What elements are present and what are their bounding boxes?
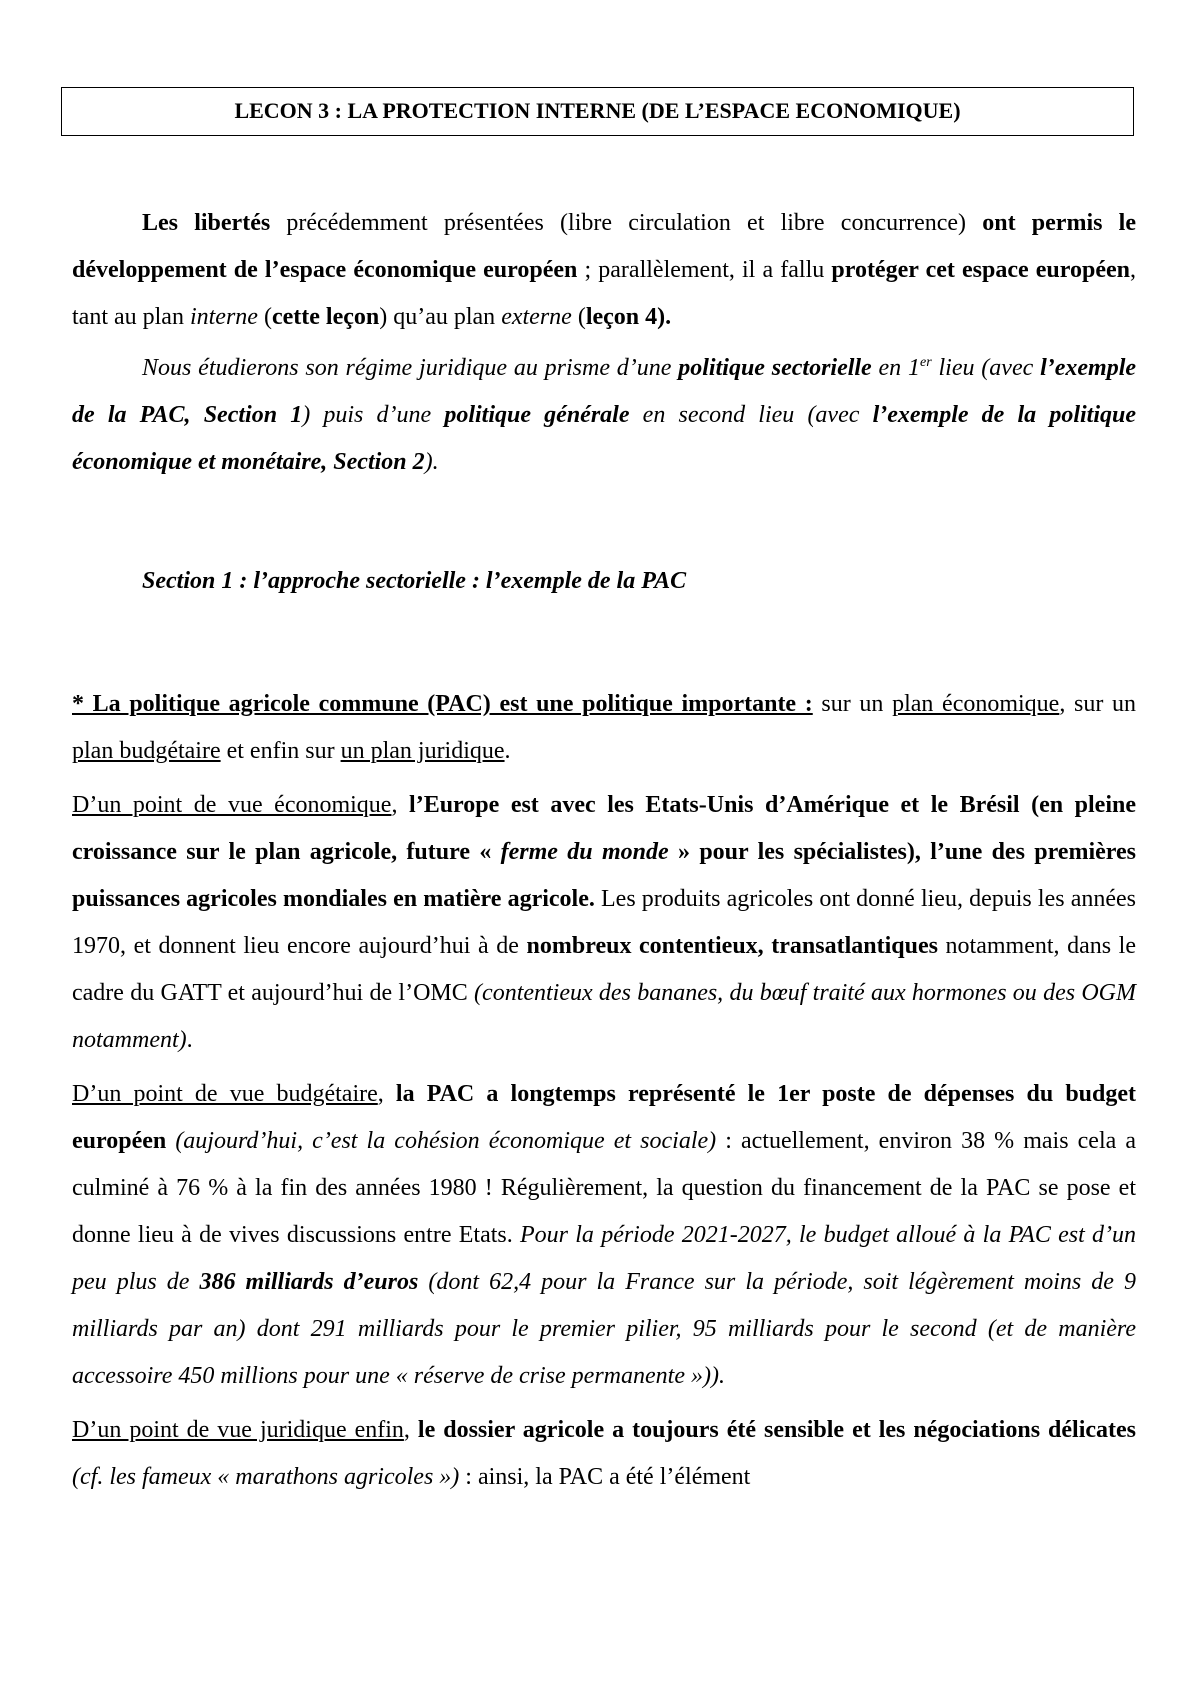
budget-viewpoint-paragraph: D’un point de vue budgétaire, la PAC a longtemps représenté le 1er poste de dépenses du budget européen (aujourd’hui, c’est la cohésion économique et sociale) : actuellement, environ 38 % mais cela a culminé à 76 % à la fin des années 1980 ! Régulièrement, la question du financement de la PAC se pose et donne lieu à de vives discussions entre Etats. Pour la période 2021-2027, le budget alloué à la PAC est d’un peu plus de 386 milliards d’euros (dont 62,4 pour la France sur la période, soit légèrement moins de 9 milliards par an) dont 291 milliards pour le premier pilier, 95 milliards pour le second (et de manière accessoire 450 millions pour une « réserve de crise permanente »)). bbox=[72, 1081, 1137, 1389]
document-page bbox=[72, 87, 1136, 1501]
intro-paragraph-2: Nous étudierons son régime juridique au prisme d’une politique sectorielle en 1er lieu (avec l’exemple de la PAC, Section 1) puis d’une politique générale en second lieu (avec l’exemple de la politique économique et monétaire, Section 2). bbox=[72, 355, 1137, 475]
legal-viewpoint-paragraph: D’un point de vue juridique enfin, le dossier agricole a toujours été sensible et les négociations délicates (cf. les fameux « marathons agricoles ») : ainsi, la PAC a été l’élément bbox=[72, 1417, 1137, 1490]
section-1-heading: Section 1 : l’approche sectorielle : l’exemple de la PAC bbox=[142, 568, 687, 594]
pac-importance-paragraph: * La politique agricole commune (PAC) est une politique importante : sur un plan économique, sur un plan budgétaire et enfin sur un plan juridique. bbox=[72, 691, 1136, 764]
intro-paragraph-1: Les libertés précédemment présentées (libre circulation et libre concurrence) ont permis le développement de l’espace économique européen ; parallèlement, il a fallu protéger cet espace européen, tant au plan interne (cette leçon) qu’au plan externe (leçon 4). bbox=[72, 210, 1137, 330]
economic-viewpoint-paragraph: D’un point de vue économique, l’Europe est avec les Etats-Unis d’Amérique et le Brésil (en pleine croissance sur le plan agricole, future « ferme du monde » pour les spécialistes), l’une des premières puissances agricoles mondiales en matière agricole. Les produits agricoles ont donné lieu, depuis les années 1970, et donnent lieu encore aujourd’hui à de nombreux contentieux, transatlantiques notamment, dans le cadre du GATT et aujourd’hui de l’OMC (contentieux des bananes, du bœuf traité aux hormones ou des OGM notamment). bbox=[72, 792, 1137, 1053]
lesson-title: LECON 3 : LA PROTECTION INTERNE (DE L’ESPACE ECONOMIQUE) bbox=[234, 98, 961, 123]
lesson-title-box bbox=[61, 87, 1134, 136]
